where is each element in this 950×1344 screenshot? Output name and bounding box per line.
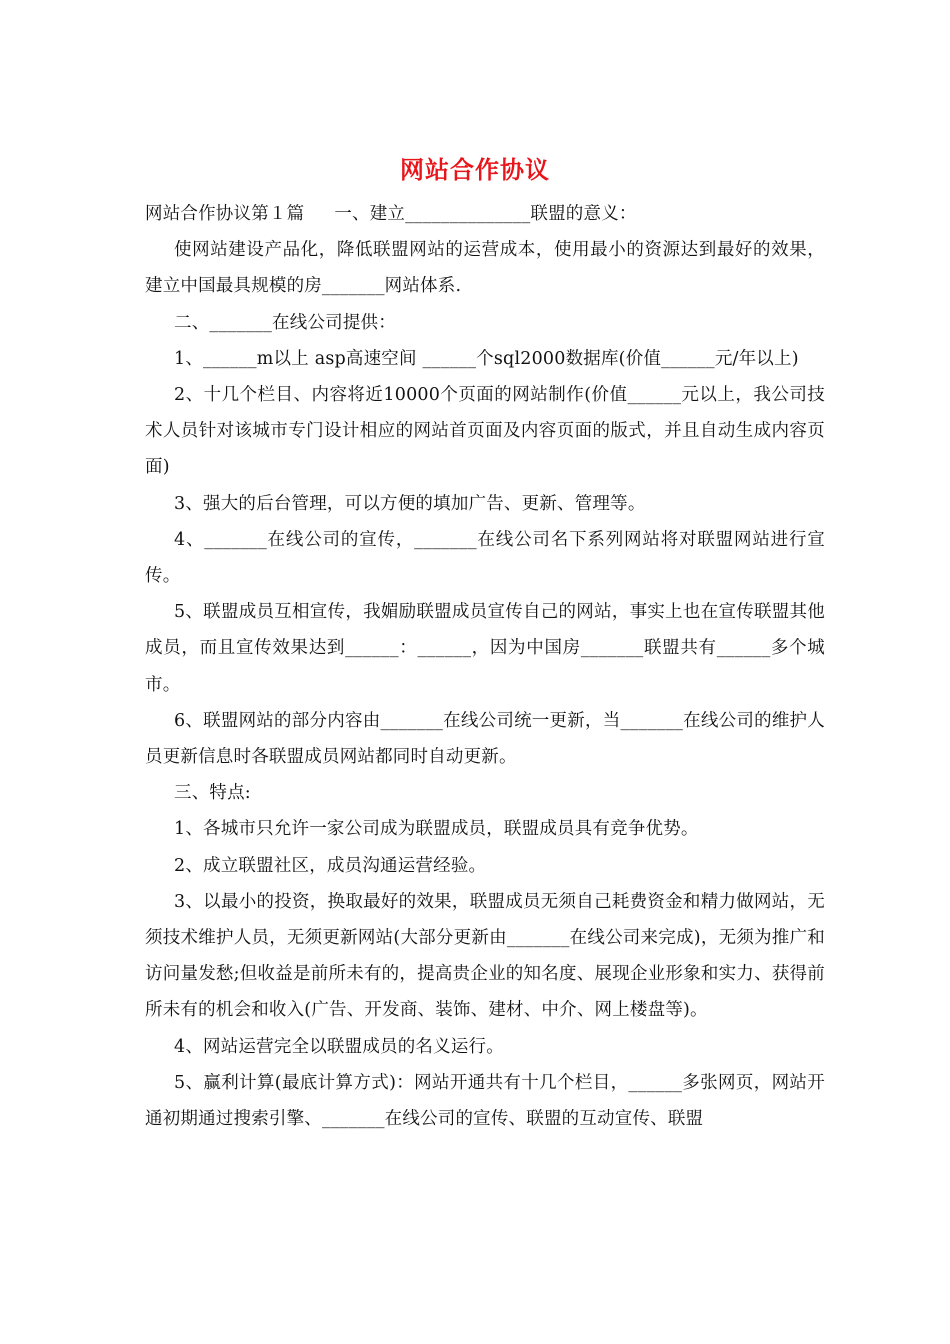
paragraph: 1、各城市只允许一家公司成为联盟成员，联盟成员具有竞争优势。 — [174, 819, 699, 840]
paragraph: 2、十几个栏目、内容将近10000个页面的网站制作(价值______元以上，我公司技术人员针对该城市专门设计相应的网站首页面及内容页面的版式，并且自动生成内容页面) — [145, 385, 825, 478]
paragraph: 3、以最小的投资，换取最好的效果，联盟成员无须自己耗费资金和精力做网站，无须技术维护人员，无须更新网站(大部分更新由_______在线公司来完成)，无须为推广和访问量发愁;但收益是前所未有的，提高贵企业的知名度、展现企业形象和实力、获得前所未有的机会和收入(广告、开发商、装饰、建材、中介、网上楼盘等)。 — [145, 891, 825, 1021]
paragraph: 4、网站运营完全以联盟成员的名义运行。 — [174, 1036, 504, 1057]
paragraph: 4、_______在线公司的宣传，_______在线公司名下系列网站将对联盟网站进行宣传。 — [145, 529, 825, 587]
document-title: 网站合作协议 — [400, 155, 550, 184]
part-label: 网站合作协议第１篇 — [145, 204, 305, 224]
paragraph: 6、联盟网站的部分内容由_______在线公司统一更新，当_______在线公司的维护人员更新信息时各联盟成员网站都同时自动更新。 — [145, 710, 825, 768]
document-body — [145, 196, 825, 1137]
paragraph: 2、成立联盟社区，成员沟通运营经验。 — [174, 855, 487, 876]
paragraph: 3、强大的后台管理，可以方便的填加广告、更新、管理等。 — [174, 493, 646, 514]
paragraph: 5、联盟成员互相宣传，我媚励联盟成员宣传自己的网站，事实上也在宣传联盟其他成员，而且宣传效果达到______：______，因为中国房_______联盟共有______多个城市。 — [145, 602, 825, 695]
paragraph: 5、赢利计算(最底计算方式)：网站开通共有十几个栏目，______多张网页，网站开通初期通过搜索引擎、_______在线公司的宣传、联盟的互动宣传、联盟 — [145, 1072, 825, 1130]
heading-line — [145, 196, 825, 232]
section-one-heading: 一、建立______________联盟的意义： — [334, 204, 637, 224]
section-heading: 二、_______在线公司提供： — [174, 312, 396, 333]
section-heading: 三、特点: — [174, 783, 251, 804]
paragraph: 1、______m以上 asp高速空间 ______个sql2000数据库(价值______元/年以上) — [174, 348, 799, 369]
paragraph: 使网站建设产品化，降低联盟网站的运营成本，使用最小的资源达到最好的效果，建立中国最具规模的房_______网站体系. — [145, 240, 825, 297]
